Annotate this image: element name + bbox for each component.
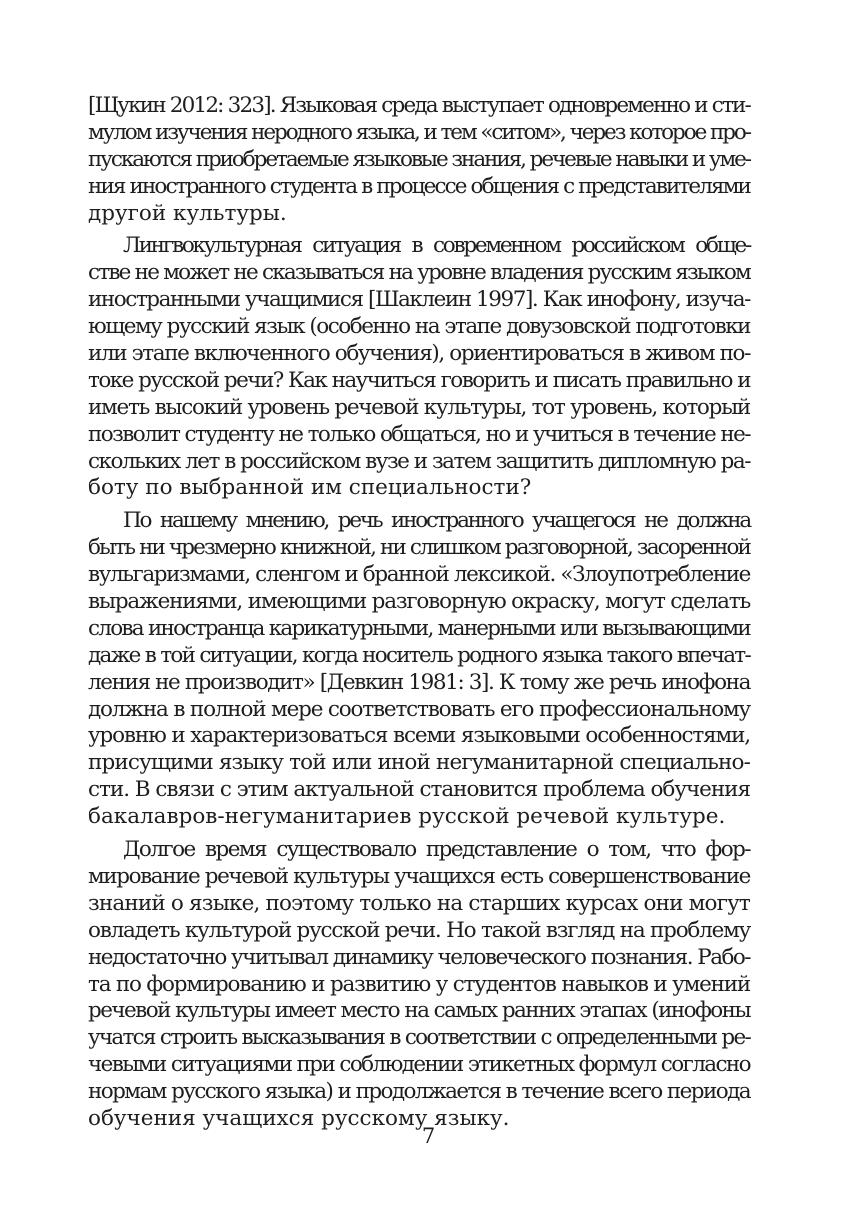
text-line: та по формированию и развитию у студентов навыков и умений: [88, 971, 750, 997]
text-line: присущими языку той или иной негуманитарной специально-: [88, 750, 750, 776]
text-line: Лингвокультурная ситуация в современном российском обще-: [123, 233, 750, 259]
text-line: недостаточно учитывал динамику человеческого познания. Рабо-: [88, 944, 750, 970]
text-line: пускаются приобретаемые языковые знания, речевые навыки и уме-: [88, 146, 750, 172]
paragraph: [88, 837, 750, 1133]
text-line: [Щукин 2012: 323]. Языковая среда выступает одновременно и сти-: [88, 93, 750, 118]
text-line: позволит студенту не только общаться, но и учиться в течение не-: [88, 421, 750, 447]
text-line: боту по выбранной им специальности?: [88, 475, 532, 501]
text-line: обучения учащихся русскому языку.: [88, 1105, 510, 1131]
text-line: уровню и характеризоваться всеми языковыми особенностями,: [88, 723, 750, 749]
text-line: другой культуры.: [88, 200, 287, 226]
text-line: знаний о языке, поэтому только на старших курсах они могут: [88, 890, 750, 916]
text-line: чевыми ситуациями при соблюдении этикетных формул согласно: [88, 1052, 750, 1078]
text-line: овладеть культурой русской речи. Но такой взгляд на проблему: [88, 917, 750, 943]
text-line: ния иностранного студента в процессе общения с представителями: [88, 173, 750, 199]
text-line: выражениями, имеющими разговорную окраску, могут сделать: [88, 589, 750, 615]
text-line: даже в той ситуации, когда носитель родного языка такого впечат-: [88, 642, 750, 668]
text-line: нормам русского языка) и продолжается в течение всего периода: [88, 1079, 750, 1105]
text-line: быть ни чрезмерно книжной, ни слишком разговорной, засоренной: [88, 535, 750, 561]
text-line: учатся строить высказывания в соответствии с определенными ре-: [88, 1025, 750, 1051]
text-line: Долгое время существовало представление о том, что фор-: [123, 837, 750, 863]
text-line: стве не может не сказываться на уровне владения русским языком: [88, 260, 750, 286]
text-line: должна в полной мере соответствовать его профессиональному: [88, 696, 750, 722]
paragraph: [88, 233, 750, 502]
text-line: По нашему мнению, речь иностранного учащегося не должна: [123, 508, 750, 534]
paragraph: [88, 508, 750, 831]
text-line: мулом изучения неродного языка, и тем «ситом», через которое про-: [88, 119, 750, 145]
body-text: [88, 93, 750, 1133]
text-line: мирование речевой культуры учащихся есть совершенствование: [88, 863, 750, 889]
page-number: 7: [421, 1124, 436, 1148]
text-line: ления не производит» [Девкин 1981: 3]. К тому же речь инофона: [88, 669, 750, 695]
text-line: иметь высокий уровень речевой культуры, тот уровень, который: [88, 394, 750, 420]
text-line: иностранными учащимися [Шаклеин 1997]. Как инофону, изуча-: [88, 287, 750, 313]
paragraph: [88, 93, 750, 227]
text-line: слова иностранца карикатурными, манерными или вызывающими: [88, 615, 750, 641]
text-line: речевой культуры имеет место на самых ранних этапах (инофоны: [88, 998, 750, 1024]
text-line: или этапе включенного обучения), ориентироваться в живом по-: [88, 341, 750, 367]
text-line: вульгаризмами, сленгом и бранной лексикой. «Злоупотребление: [88, 562, 750, 588]
text-line: сти. В связи с этим актуальной становится проблема обучения: [88, 777, 750, 803]
text-line: токе русской речи? Как научиться говорить и писать правильно и: [88, 367, 750, 393]
text-line: ющему русский язык (особенно на этапе довузовской подготовки: [88, 314, 750, 340]
text-line: скольких лет в российском вузе и затем защитить дипломную ра-: [88, 448, 750, 474]
text-line: бакалавров-негуманитариев русской речевой культуре.: [88, 804, 726, 830]
